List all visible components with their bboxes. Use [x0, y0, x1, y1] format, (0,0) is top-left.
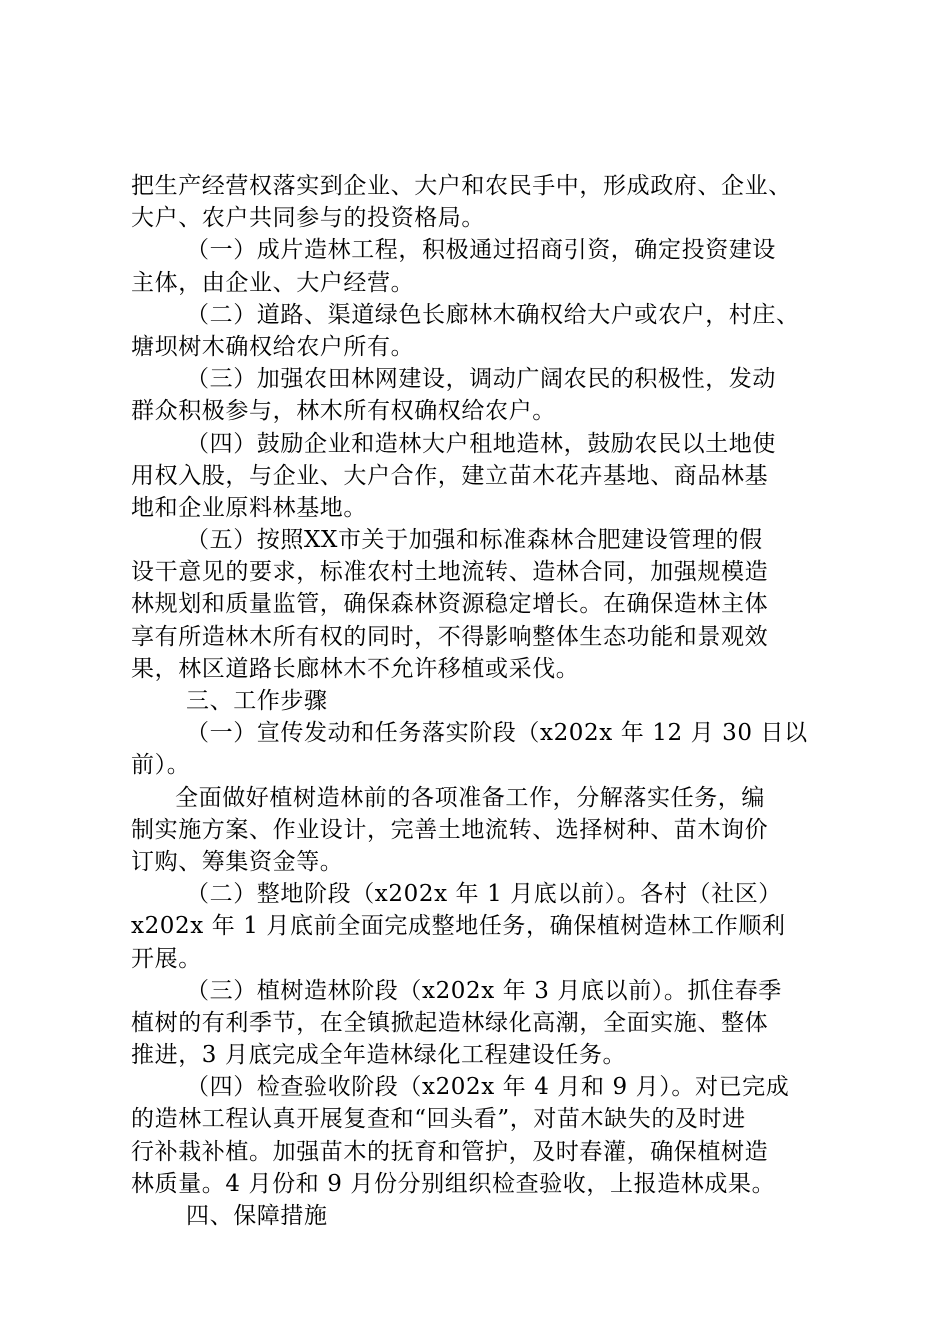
- section-heading: 四、保障措施: [186, 1203, 328, 1229]
- text-line: （二）整地阶段（x202x 年 1 月底以前）。各村（社区）: [186, 881, 782, 908]
- text-line: 设干意见的要求，标准农村土地流转、造林合同，加强规模造: [131, 559, 769, 586]
- text-line: 林规划和质量监管，确保森林资源稳定增长。在确保造林主体: [131, 591, 769, 618]
- text-line: 大户、农户共同参与的投资格局。: [131, 205, 485, 232]
- text-line: （二）道路、渠道绿色长廊林木确权给大户或农户，村庄、: [186, 301, 800, 328]
- text-line: 的造林工程认真开展复查和“回头看”，对苗木缺失的及时进: [131, 1106, 746, 1133]
- text-line: 前）。: [131, 752, 191, 779]
- text-line: 行补栽补植。加强苗木的抚育和管护，及时春灌，确保植树造: [131, 1138, 769, 1165]
- text-line: 推进，3 月底完成全年造林绿化工程建设任务。: [131, 1042, 627, 1069]
- text-line: 订购、筹集资金等。: [131, 848, 344, 875]
- text-line: 全面做好植树造林前的各项准备工作，分解落实任务，编: [175, 784, 765, 811]
- text-line: （五）按照XX市关于加强和标准森林合肥建设管理的假: [186, 527, 763, 554]
- text-line: （四）鼓励企业和造林大户租地造林，鼓励农民以土地使: [186, 430, 776, 457]
- text-line: （三）植树造林阶段（x202x 年 3 月底以前）。抓住春季: [186, 977, 782, 1004]
- text-line: （四）检查验收阶段（x202x 年 4 月和 9 月）。对已完成: [186, 1074, 790, 1101]
- text-line: x202x 年 1 月底前全面完成整地任务，确保植树造林工作顺利: [131, 913, 786, 940]
- text-line: 群众积极参与，林木所有权确权给农户。: [131, 398, 556, 425]
- text-line: （三）加强农田林网建设，调动广阔农民的积极性，发动: [186, 366, 776, 393]
- text-line: 植树的有利季节，在全镇掀起造林绿化高潮，全面实施、整体: [131, 1009, 769, 1036]
- text-line: 把生产经营权落实到企业、大户和农民手中，形成政府、企业、: [131, 173, 792, 199]
- section-heading: 三、工作步骤: [186, 688, 328, 714]
- text-line: 享有所造林木所有权的同时，不得影响整体生态功能和景观效: [131, 623, 769, 650]
- text-line: 地和企业原料林基地。: [131, 494, 367, 521]
- text-line: 制实施方案、作业设计，完善土地流转、选择树种、苗木询价: [131, 816, 769, 843]
- text-line: 用权入股，与企业、大户合作，建立苗木花卉基地、商品林基: [131, 462, 769, 489]
- text-line: 果，林区道路长廊林木不允许移植或采伐。: [131, 655, 580, 682]
- text-line: 主体，由企业、大户经营。: [131, 269, 415, 296]
- document-body: [131, 170, 837, 1232]
- text-line: （一）宣传发动和任务落实阶段（x202x 年 12 月 30 日以: [186, 720, 808, 747]
- text-line: （一）成片造林工程，积极通过招商引资，确定投资建设: [186, 237, 776, 264]
- text-line: 林质量。4 月份和 9 月份分别组织检查验收，上报造林成果。: [131, 1170, 776, 1197]
- text-line: 开展。: [131, 945, 202, 972]
- text-line: 塘坝树木确权给农户所有。: [131, 333, 415, 360]
